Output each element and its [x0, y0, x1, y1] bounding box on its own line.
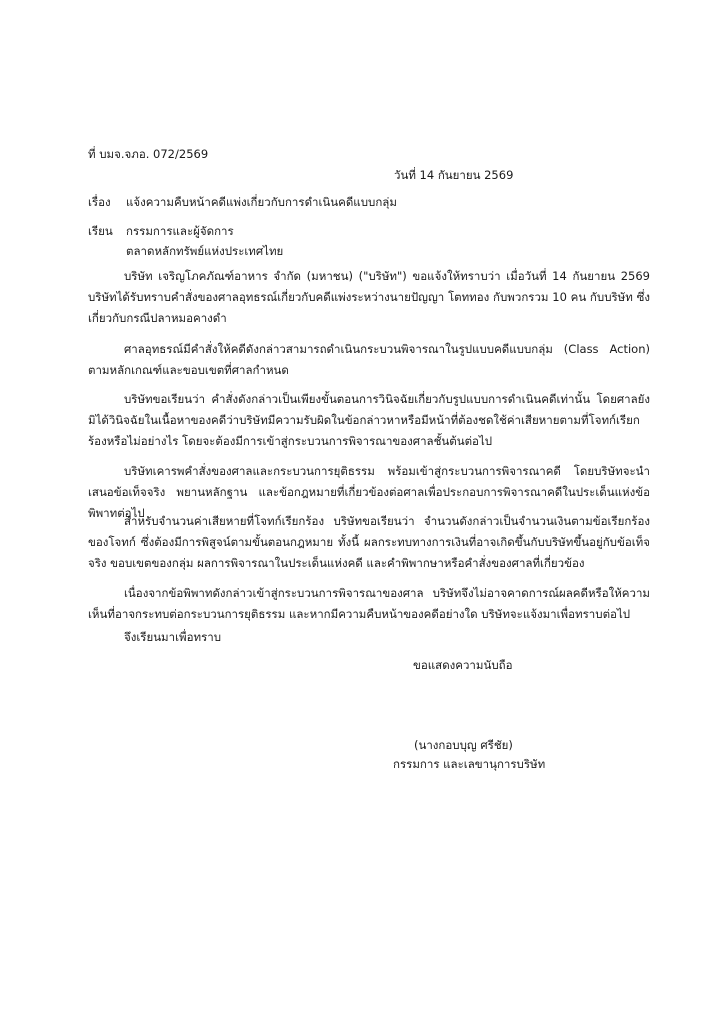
letter-date: วันที่ 14 กันยายน 2569 [394, 168, 514, 182]
recipient-title: กรรมการและผู้จัดการ [126, 224, 234, 238]
signatory-name: (นางกอบบุญ ศรีชัย) [414, 738, 513, 752]
recipient-line [88, 223, 234, 241]
reference-number: ที่ บมจ.จภอ. 072/2569 [88, 147, 209, 161]
subject-label: เรื่อง [88, 195, 111, 209]
body-paragraph: บริษัทเคารพคำสั่งของศาลและกระบวนการยุติธรรม พร้อมเข้าสู่กระบวนการพิจารณาคดี โดยบริษัทจะนำเสนอข้อเท็จจริง พยานหลักฐาน และข้อกฎหมายที่เกี่ยวข้องต่อศาลเพื่อประกอบการพิจารณาคดีในประเด็นแห่งข้อพิพาทต่อไป [88, 464, 650, 520]
signatory-title: กรรมการ และเลขานุการบริษัท [393, 757, 546, 771]
recipient-label: เรียน [88, 224, 113, 238]
subject-line [88, 194, 397, 212]
body-paragraph: บริษัท เจริญโภคภัณฑ์อาหาร จำกัด (มหาชน) ("บริษัท") ขอแจ้งให้ทราบว่า เมื่อวันที่ 14 กันยายน 2569 บริษัทได้รับทราบคำสั่งของศาลอุทธรณ์เกี่ยวกับคดีแพ่งระหว่างนายปัญญา โตททอง กับพวกรวม 10 คน กับบริษัท ซึ่งเกี่ยวกับกรณีปลาหมอคางดำ [88, 269, 650, 325]
body-paragraph: บริษัทขอเรียนว่า คำสั่งดังกล่าวเป็นเพียงขั้นตอนการวินิจฉัยเกี่ยวกับรูปแบบการดำเนินคดีเท่านั้น โดยศาลยังมิได้วินิจฉัยในเนื้อหาของคดีว่าบริษัทมีความรับผิดในข้อกล่าวหาหรือมีหน้าที่ต้องชดใช้ค่าเสียหายตามที่โจทก์เรียกร้องหรือไม่อย่างไร โดยจะต้องมีการเข้าสู่กระบวนการพิจารณาของศาลชั้นต้นต่อไป [88, 392, 650, 448]
body-paragraph: สำหรับจำนวนค่าเสียหายที่โจทก์เรียกร้อง บริษัทขอเรียนว่า จำนวนดังกล่าวเป็นจำนวนเงินตามข้อเรียกร้องของโจทก์ ซึ่งต้องมีการพิสูจน์ตามขั้นตอนกฎหมาย ทั้งนี้ ผลกระทบทางการเงินที่อาจเกิดขึ้นกับบริษัทขึ้นอยู่กับข้อเท็จจริง ขอบเขตของกลุ่ม ผลการพิจารณาในประเด็นแห่งคดี และคำพิพากษาหรือคำสั่งของศาลที่เกี่ยวข้อง [88, 514, 650, 570]
closing-salutation: ขอแสดงความนับถือ [413, 658, 513, 672]
recipient-organization: ตลาดหลักทรัพย์แห่งประเทศไทย [126, 244, 284, 258]
subject-text: แจ้งความคืบหน้าคดีแพ่งเกี่ยวกับการดำเนินคดีแบบกลุ่ม [126, 195, 397, 209]
closing-paragraph: จึงเรียนมาเพื่อทราบ [124, 630, 222, 644]
body-paragraph: ศาลอุทธรณ์มีคำสั่งให้คดีดังกล่าวสามารถดำเนินกระบวนพิจารณาในรูปแบบคดีแบบกลุ่ม (Class Action) ตามหลักเกณฑ์และขอบเขตที่ศาลกำหนด [88, 342, 650, 377]
body-paragraph: เนื่องจากข้อพิพาทดังกล่าวเข้าสู่กระบวนการพิจารณาของศาล บริษัทจึงไม่อาจคาดการณ์ผลคดีหรือให้ความเห็นที่อาจกระทบต่อกระบวนการยุติธรรม และหากมีความคืบหน้าของคดีอย่างใด บริษัทจะแจ้งมาเพื่อทราบต่อไป [88, 586, 650, 621]
